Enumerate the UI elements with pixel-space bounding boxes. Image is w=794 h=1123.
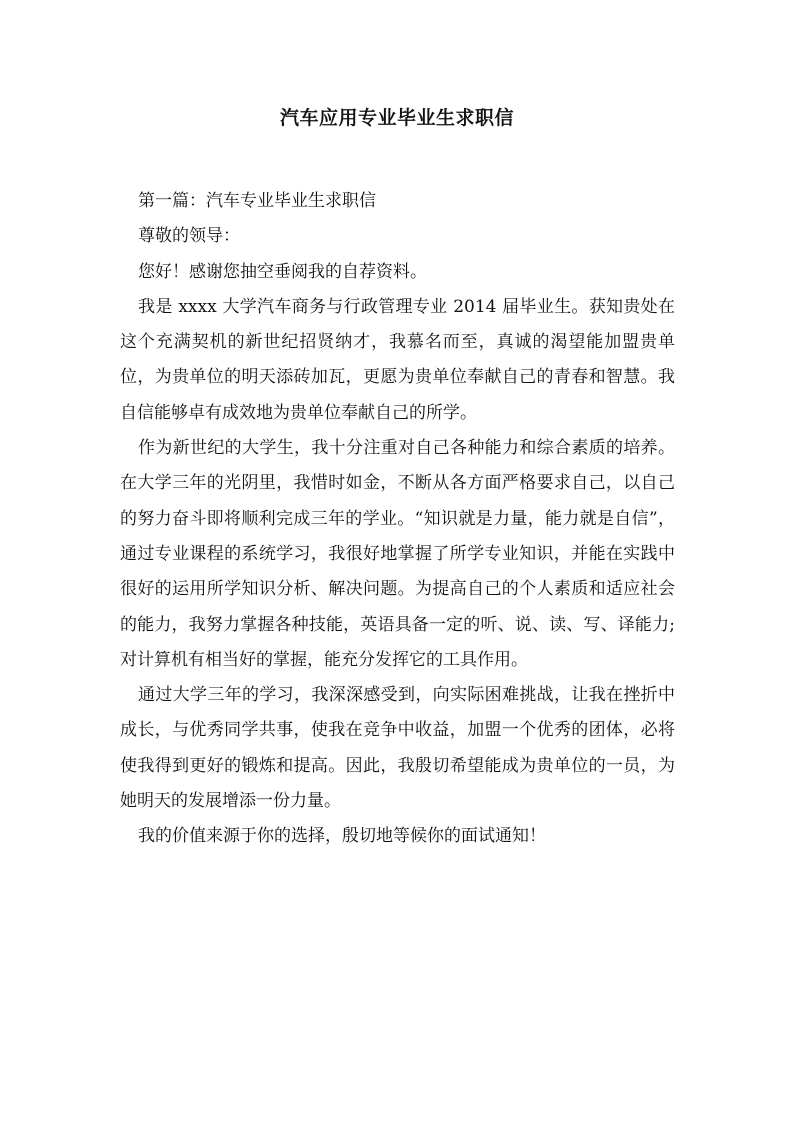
paragraph-section-heading: 第一篇：汽车专业毕业生求职信 xyxy=(138,191,376,211)
paragraph-greeting: 您好！感谢您抽空垂阅我的自荐资料。 xyxy=(138,261,427,282)
paragraph-abilities: 作为新世纪的大学生，我十分注重对自己各种能力和综合素质的培养。在大学三年的光阴里，我惜时如金，不断从各方面严格要求自己，以自己的努力奋斗即将顺利完成三年的学业。“知识就是力量，能力就是自信”，通过专业课程的系统学习，我很好地掌握了所学专业知识，并能在实践中很好的运用所学知识分析、解决问题。为提高自己的个人素质和适应社会的能力，我努力掌握各种技能，英语具备一定的听、说、读、写、译能力; 对计算机有相当好的掌握，能充分发挥它的工具作用。 xyxy=(120,438,675,670)
paragraph-salutation: 尊敬的领导： xyxy=(138,226,240,247)
document-title: 汽车应用专业毕业生求职信 xyxy=(279,107,514,129)
document-body xyxy=(120,184,675,855)
paragraph-experience: 通过大学三年的学习，我深深感受到，向实际困难挑战，让我在挫折中成长，与优秀同学共事，使我在竞争中收益，加盟一个优秀的团体，必将使我得到更好的锻炼和提高。因此，我殷切希望能成为贵单位的一员，为她明天的发展增添一份力量。 xyxy=(120,685,675,812)
paragraph-closing: 我的价值来源于你的选择，殷切地等候你的面试通知！ xyxy=(138,826,546,847)
paragraph-introduction: 我是 xxxx 大学汽车商务与行政管理专业 2014 届毕业生。获知贵处在这个充满契机的新世纪招贤纳才，我慕名而至，真诚的渴望能加盟贵单位，为贵单位的明天添砖加瓦，更愿为贵单位奉献自己的青春和智慧。我自信能够卓有成效地为贵单位奉献自己的所学。 xyxy=(120,296,675,423)
